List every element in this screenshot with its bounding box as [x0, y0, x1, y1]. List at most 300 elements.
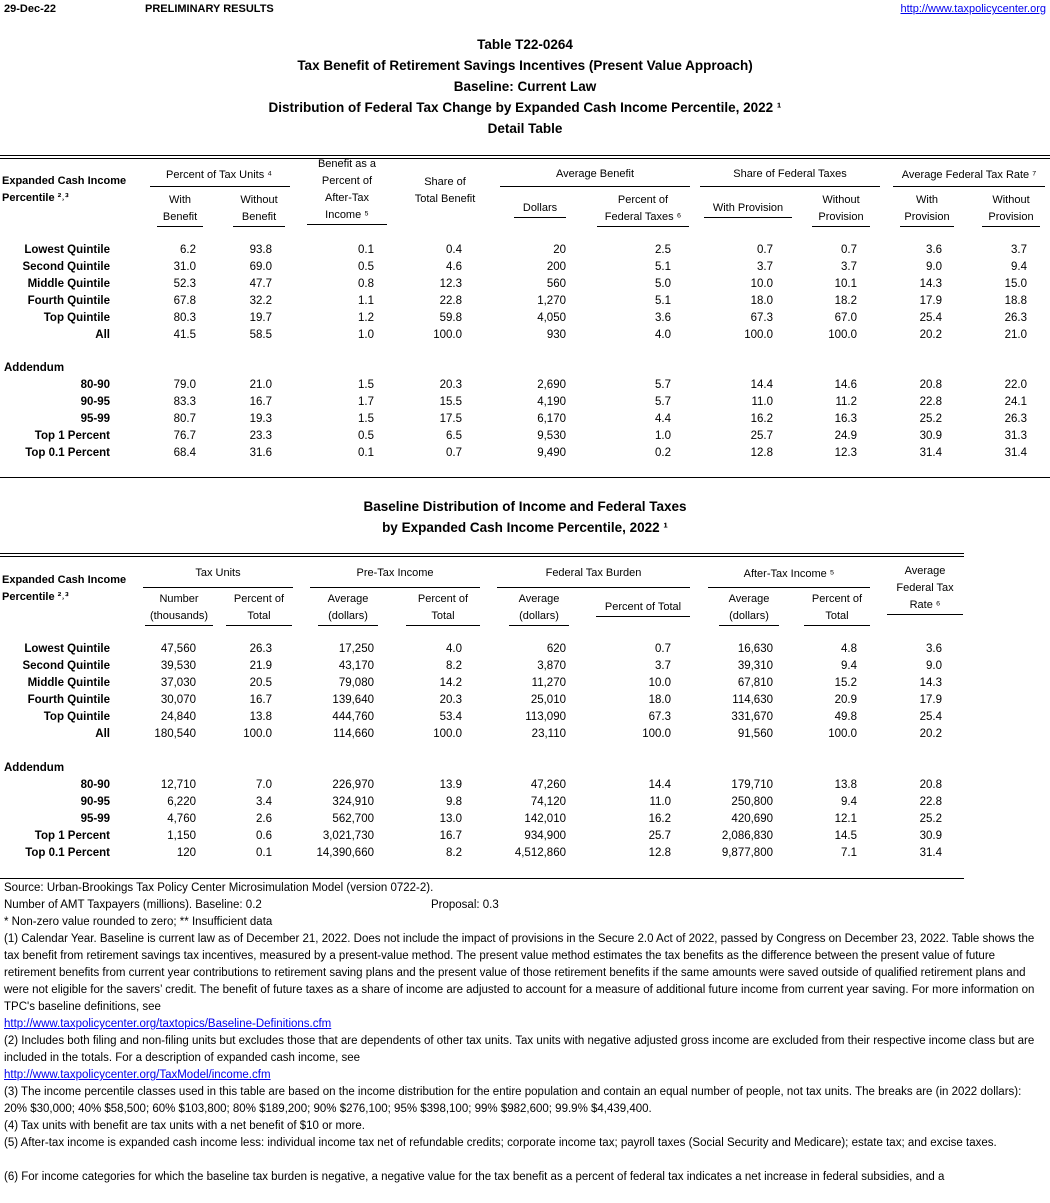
divider	[310, 587, 480, 588]
table-cell: 0.5	[358, 430, 374, 442]
col-header-avg-benefit: Average Benefit	[555, 168, 635, 180]
table-cell: 30.9	[919, 830, 942, 842]
table-cell: 2.5	[655, 244, 671, 256]
divider	[500, 186, 690, 187]
table-cell: 100.0	[642, 728, 671, 740]
row-label: All	[95, 728, 110, 740]
table-cell: 20.9	[834, 694, 857, 706]
table-cell: 31.3	[1004, 430, 1027, 442]
table-cell: 26.3	[249, 643, 272, 655]
table-cell: 3.7	[1011, 244, 1027, 256]
table-row	[0, 677, 1050, 694]
table-cell: 67,810	[737, 677, 773, 689]
row-label: Fourth Quintile	[27, 694, 110, 706]
divider	[893, 186, 1045, 187]
baseline-definitions-link[interactable]: http://www.taxpolicycenter.org/taxtopics/Baseline-Definitions.cfm	[4, 1018, 332, 1030]
table-cell: 9.0	[926, 261, 942, 273]
table-cell: 0.7	[841, 244, 857, 256]
table-cell: 14.4	[648, 779, 671, 791]
table-cell: 67.0	[834, 312, 857, 324]
table-cell: 6,220	[167, 796, 196, 808]
table-cell: 21.9	[249, 660, 272, 672]
distribution-title: Distribution of Federal Tax Change by Expanded Cash Income Percentile, 2022 ¹	[268, 100, 782, 115]
report-status: PRELIMINARY RESULTS	[145, 3, 274, 15]
col-header-aftertax-pct: Percent of Total	[804, 591, 870, 626]
note-6: (6) For income categories for which the baseline tax burden is negative, a negative value for the tax benefit as a percent of federal tax indicates a net increase in federal subsidies, and a	[4, 1171, 945, 1183]
table-row	[0, 796, 1050, 813]
divider	[0, 155, 1050, 156]
table-cell: 10.0	[750, 278, 773, 290]
table-cell: 180,540	[154, 728, 196, 740]
table-cell: 15.0	[1004, 278, 1027, 290]
table-cell: 23.3	[249, 430, 272, 442]
row-label: 95-99	[80, 413, 110, 425]
table-cell: 3.6	[655, 312, 671, 324]
table-cell: 4,190	[537, 396, 566, 408]
col-header-fed-burden: Federal Tax Burden	[545, 567, 642, 579]
row-label: Top Quintile	[43, 312, 110, 324]
note-3: (3) The income percentile classes used in this table are based on the income distribution for the entire population and contain an equal number of people, not tax units. The breaks are (in 2022 dollars): 20% $30,000; 40% $58,500; 60% $103,800; 80% $189,200; 90% $276,100; 95% $398,100; 99% $982,600; 99.9% $4,439,400.	[4, 1086, 1022, 1115]
table-cell: 420,690	[731, 813, 773, 825]
table-cell: 12,710	[160, 779, 196, 791]
table-cell: 100.0	[828, 329, 857, 341]
table-cell: 43,170	[338, 660, 374, 672]
detail-title: Detail Table	[487, 121, 563, 136]
table-cell: 4.6	[446, 261, 462, 273]
table-cell: 3.6	[926, 244, 942, 256]
table-cell: 1.1	[358, 295, 374, 307]
table-cell: 79,080	[338, 677, 374, 689]
table-cell: 20	[553, 244, 566, 256]
table-row	[0, 244, 1050, 261]
table-cell: 15.2	[834, 677, 857, 689]
table-cell: 100.0	[433, 329, 462, 341]
table-cell: 0.6	[256, 830, 272, 842]
table-row	[0, 779, 1050, 796]
table-cell: 20.8	[919, 379, 942, 391]
table-cell: 16.2	[648, 813, 671, 825]
table-cell: 0.1	[358, 244, 374, 256]
table-cell: 1.0	[358, 329, 374, 341]
table-cell: 6.5	[446, 430, 462, 442]
table-cell: 25.7	[750, 430, 773, 442]
table-cell: 47.7	[249, 278, 272, 290]
table-cell: 20.3	[439, 694, 462, 706]
table-cell: 4,512,860	[514, 847, 566, 859]
table-cell: 4,050	[537, 312, 566, 324]
table-cell: 114,630	[732, 694, 773, 706]
col-header-without-benefit: Without Benefit	[233, 192, 285, 227]
table-cell: 0.7	[757, 244, 773, 256]
table-cell: 1,150	[167, 830, 196, 842]
table-cell: 9,877,800	[721, 847, 773, 859]
table-cell: 25.4	[919, 312, 942, 324]
table-cell: 20.2	[919, 329, 942, 341]
table-cell: 49.8	[834, 711, 857, 723]
table-cell: 39,310	[737, 660, 773, 672]
table-cell: 226,970	[332, 779, 374, 791]
row-label: Top 1 Percent	[34, 430, 110, 442]
col-header-with: With Provision	[900, 192, 954, 227]
table-cell: 47,260	[530, 779, 566, 791]
note-source: Source: Urban-Brookings Tax Policy Center Microsimulation Model (version 0722-2).	[4, 882, 434, 894]
table-cell: 8.2	[446, 847, 462, 859]
table-row	[0, 329, 1050, 346]
table-cell: 74,120	[530, 796, 566, 808]
table-cell: 620	[546, 643, 566, 655]
table-cell: 1.0	[655, 430, 671, 442]
table-cell: 11,270	[531, 677, 566, 689]
table-cell: 9.4	[1011, 261, 1027, 273]
table-cell: 12.8	[750, 447, 773, 459]
row-label: Middle Quintile	[27, 677, 110, 689]
table-cell: 79.0	[173, 379, 196, 391]
addendum-label-2: Addendum	[4, 762, 65, 774]
table-cell: 14.6	[834, 379, 857, 391]
table-cell: 560	[546, 278, 566, 290]
col-header-percentile-2: Expanded Cash Income Percentile ²˒³	[2, 574, 127, 603]
table-cell: 0.2	[655, 447, 671, 459]
table-cell: 22.8	[919, 796, 942, 808]
table-cell: 14.2	[439, 677, 462, 689]
table-cell: 69.0	[249, 261, 272, 273]
table-cell: 5.1	[655, 261, 671, 273]
table-cell: 3.7	[757, 261, 773, 273]
col-header-pretax: Pre-Tax Income	[356, 567, 434, 579]
table-cell: 5.0	[655, 278, 671, 290]
table-cell: 31.4	[919, 447, 942, 459]
table-cell: 20.3	[439, 379, 462, 391]
table-cell: 0.1	[358, 447, 374, 459]
table-cell: 113,090	[525, 711, 566, 723]
table-cell: 12.8	[648, 847, 671, 859]
table-cell: 91,560	[737, 728, 773, 740]
table-cell: 25.4	[919, 711, 942, 723]
col-header-pct-total: Percent of Total	[226, 591, 292, 626]
note-2: (2) Includes both filing and non-filing units but excludes those that are dependents of other tax units. Tax units with negative adjusted gross income are excluded from their respective income class but are included in the totals. For a description of expanded cash income, see	[4, 1035, 1035, 1064]
table-cell: 16.7	[249, 396, 272, 408]
table-cell: 14.5	[834, 830, 857, 842]
table-row	[0, 261, 1050, 278]
row-label: Second Quintile	[22, 660, 110, 672]
table-cell: 9,490	[537, 447, 566, 459]
table-row	[0, 660, 1050, 677]
table-cell: 3.7	[841, 261, 857, 273]
table-cell: 41.5	[173, 329, 196, 341]
table-cell: 6.2	[180, 244, 196, 256]
divider	[0, 556, 964, 557]
table-cell: 24,840	[160, 711, 196, 723]
table-cell: 0.4	[446, 244, 462, 256]
table-cell: 12.3	[439, 278, 462, 290]
table-row	[0, 711, 1050, 728]
table-cell: 25.7	[648, 830, 671, 842]
table-cell: 31.4	[1004, 447, 1027, 459]
table-cell: 67.8	[173, 295, 196, 307]
table-cell: 23,110	[531, 728, 566, 740]
table-cell: 31.0	[173, 261, 196, 273]
table-cell: 20.2	[919, 728, 942, 740]
table-cell: 2,690	[537, 379, 566, 391]
table-cell: 100.0	[744, 329, 773, 341]
table-cell: 18.0	[648, 694, 671, 706]
col-header-percentile: Expanded Cash Income Percentile ²˒³	[2, 175, 127, 204]
table-cell: 20.5	[249, 677, 272, 689]
row-label: Lowest Quintile	[24, 643, 110, 655]
row-label: Lowest Quintile	[24, 244, 110, 256]
table-cell: 4.8	[841, 643, 857, 655]
table-cell: 12.3	[834, 447, 857, 459]
table-cell: 31.4	[919, 847, 942, 859]
table-row	[0, 847, 1050, 864]
col-header-number: Number (thousands)	[145, 591, 213, 626]
table-cell: 53.4	[439, 711, 462, 723]
table-cell: 2.6	[256, 813, 272, 825]
col-header-pretax-avg: Average (dollars)	[318, 591, 378, 626]
income-link[interactable]: http://www.taxpolicycenter.org/TaxModel/income.cfm	[4, 1069, 271, 1081]
row-label: Top 0.1 Percent	[25, 847, 110, 859]
col-header-with-provision: With Provision	[704, 200, 792, 218]
row-label: 80-90	[80, 379, 110, 391]
table-row	[0, 278, 1050, 295]
table-cell: 4,760	[167, 813, 196, 825]
table-cell: 17,250	[338, 643, 374, 655]
table-row	[0, 396, 1050, 413]
col-header-pct-units: Percent of Tax Units ⁴	[165, 169, 272, 181]
table-cell: 17.9	[919, 694, 942, 706]
table-cell: 1.5	[358, 413, 374, 425]
col-header-share-total: Share of Total Benefit	[414, 176, 476, 205]
table-cell: 14,390,660	[316, 847, 374, 859]
table-cell: 2,086,830	[721, 830, 773, 842]
table-cell: 139,640	[332, 694, 374, 706]
col-header-burden-avg: Average (dollars)	[509, 591, 569, 626]
row-label: 90-95	[80, 796, 110, 808]
col-header-without: Without Provision	[982, 192, 1040, 227]
table-cell: 1.7	[358, 396, 374, 408]
table-cell: 1,270	[537, 295, 566, 307]
table-row	[0, 728, 1050, 745]
table-cell: 1.5	[358, 379, 374, 391]
table-cell: 80.3	[173, 312, 196, 324]
col-header-aftertax: After-Tax Income ⁵	[743, 568, 835, 580]
table-cell: 324,910	[332, 796, 374, 808]
table-cell: 12.1	[834, 813, 857, 825]
divider	[708, 587, 870, 588]
col-header-tax-units: Tax Units	[195, 567, 241, 579]
table-cell: 16.7	[439, 830, 462, 842]
row-label: Top Quintile	[43, 711, 110, 723]
table-cell: 11.2	[835, 396, 857, 408]
divider	[0, 553, 964, 554]
table-cell: 9.0	[926, 660, 942, 672]
table-cell: 934,900	[524, 830, 566, 842]
report-date: 29-Dec-22	[4, 3, 56, 15]
table-cell: 13.8	[834, 779, 857, 791]
row-label: Second Quintile	[22, 261, 110, 273]
table-cell: 18.0	[750, 295, 773, 307]
table-cell: 7.0	[256, 779, 272, 791]
table-title: Tax Benefit of Retirement Savings Incentives (Present Value Approach)	[297, 58, 753, 73]
note-5: (5) After-tax income is expanded cash income less: individual income tax net of refundable credits; corporate income tax; payroll taxes (Social Security and Medicare); estate tax; and excise taxes.	[4, 1137, 997, 1149]
row-label: Middle Quintile	[27, 278, 110, 290]
table-cell: 179,710	[731, 779, 773, 791]
col-header-avg-rate: Average Federal Tax Rate ⁷	[901, 169, 1037, 181]
note-amt: Number of AMT Taxpayers (millions). Baseline: 0.2 Proposal: 0.3	[4, 897, 1046, 914]
table-cell: 10.1	[834, 278, 857, 290]
table-cell: 3.7	[655, 660, 671, 672]
table-row	[0, 694, 1050, 711]
table-cell: 250,800	[731, 796, 773, 808]
table-cell: 32.2	[249, 295, 272, 307]
row-label: Top 0.1 Percent	[25, 447, 110, 459]
table-row	[0, 295, 1050, 312]
table-cell: 13.0	[439, 813, 462, 825]
table-cell: 47,560	[160, 643, 196, 655]
table-number: Table T22-0264	[477, 37, 573, 52]
table-cell: 100.0	[243, 728, 272, 740]
table-cell: 114,660	[333, 728, 374, 740]
table-row	[0, 379, 1050, 396]
table-cell: 25,010	[530, 694, 566, 706]
table-cell: 8.2	[446, 660, 462, 672]
table-cell: 200	[546, 261, 566, 273]
table-cell: 9.8	[446, 796, 462, 808]
col-header-with-benefit: With Benefit	[157, 192, 203, 227]
table-cell: 80.7	[173, 413, 196, 425]
table-cell: 14.4	[750, 379, 773, 391]
col-header-pretax-pct: Percent of Total	[406, 591, 480, 626]
table-cell: 4.0	[446, 643, 462, 655]
table-cell: 3,021,730	[322, 830, 374, 842]
row-label: 80-90	[80, 779, 110, 791]
table-row	[0, 643, 1050, 660]
divider	[0, 878, 964, 879]
table-cell: 39,530	[160, 660, 196, 672]
divider	[0, 477, 1050, 478]
table-cell: 18.8	[1004, 295, 1027, 307]
table-cell: 21.0	[1004, 329, 1027, 341]
col-header-benefit-pct: Benefit as a Percent of After-Tax Income ⁵	[307, 156, 387, 225]
table-cell: 67.3	[750, 312, 773, 324]
divider	[143, 587, 293, 588]
header-link[interactable]: http://www.taxpolicycenter.org	[900, 3, 1046, 15]
table-cell: 100.0	[433, 728, 462, 740]
col-header-share-fed: Share of Federal Taxes	[733, 168, 847, 180]
table-row	[0, 830, 1050, 847]
table-cell: 13.8	[249, 711, 272, 723]
col-header-pct-fed: Percent of Federal Taxes ⁶	[597, 192, 689, 227]
table-cell: 4.4	[655, 413, 671, 425]
table-row	[0, 413, 1050, 430]
table-row	[0, 430, 1050, 447]
footnotes	[4, 880, 1046, 1186]
table-cell: 0.1	[256, 847, 272, 859]
table-cell: 9,530	[537, 430, 566, 442]
table-cell: 25.2	[919, 813, 942, 825]
table-cell: 562,700	[332, 813, 374, 825]
table-cell: 10.0	[648, 677, 671, 689]
table-row	[0, 447, 1050, 464]
table-cell: 444,760	[332, 711, 374, 723]
table-cell: 26.3	[1004, 312, 1027, 324]
table-cell: 0.8	[358, 278, 374, 290]
table-cell: 18.2	[834, 295, 857, 307]
note-proposal: Proposal: 0.3	[431, 899, 499, 911]
table-cell: 30.9	[919, 430, 942, 442]
table-cell: 83.3	[173, 396, 196, 408]
note-1: (1) Calendar Year. Baseline is current law as of December 21, 2022. Does not include the impact of provisions in the Secure 2.0 Act of 2022, passed by Congress on December 23, 2022. Table shows the tax benefit from retirement savings tax incentives, measured by a present-value method. The present value method estimates the tax benefits as the difference between the present value of future retirement benefits from current year contributions to retirement saving plans and the present value of those retirement benefits if the same amounts were saved outside of qualified retirement plans and were not eligible for the savers’ credit. The benefit of future taxes as a share of income are adjusted to account for a measure of additional future income from current year saving. For more information on TPC's baseline definitions, see	[4, 933, 1035, 1013]
table-cell: 31.6	[249, 447, 272, 459]
col-header-avg-rate-2: Average Federal Tax Rate ⁶	[887, 563, 963, 615]
row-label: All	[95, 329, 110, 341]
table-2-subtitle: by Expanded Cash Income Percentile, 2022 ¹	[382, 520, 668, 535]
table-cell: 9.4	[841, 660, 857, 672]
table-row	[0, 813, 1050, 830]
table-cell: 16,630	[737, 643, 773, 655]
table-2-title: Baseline Distribution of Income and Federal Taxes	[363, 499, 687, 514]
table-cell: 30,070	[160, 694, 196, 706]
table-cell: 5.7	[655, 379, 671, 391]
table-cell: 9.4	[841, 796, 857, 808]
table-cell: 37,030	[160, 677, 196, 689]
col-header-burden-pct: Percent of Total	[596, 599, 690, 617]
table-cell: 19.3	[249, 413, 272, 425]
table-cell: 19.7	[249, 312, 272, 324]
table-cell: 6,170	[537, 413, 566, 425]
table-cell: 76.7	[173, 430, 196, 442]
table-cell: 20.8	[919, 779, 942, 791]
table-cell: 26.3	[1004, 413, 1027, 425]
table-cell: 14.3	[919, 278, 942, 290]
table-cell: 3.6	[926, 643, 942, 655]
table-cell: 22.8	[439, 295, 462, 307]
table-cell: 3.4	[256, 796, 272, 808]
table-cell: 331,670	[731, 711, 773, 723]
table-cell: 22.0	[1004, 379, 1027, 391]
table-cell: 17.5	[439, 413, 462, 425]
table-cell: 52.3	[173, 278, 196, 290]
table-cell: 68.4	[173, 447, 196, 459]
table-cell: 16.2	[750, 413, 773, 425]
row-label: 90-95	[80, 396, 110, 408]
table-cell: 120	[176, 847, 196, 859]
table-cell: 24.1	[1004, 396, 1027, 408]
table-cell: 142,010	[524, 813, 566, 825]
table-cell: 0.7	[446, 447, 462, 459]
col-header-aftertax-avg: Average (dollars)	[719, 591, 779, 626]
table-cell: 100.0	[828, 728, 857, 740]
table-cell: 14.3	[919, 677, 942, 689]
table-cell: 59.8	[439, 312, 462, 324]
row-label: 95-99	[80, 813, 110, 825]
table-cell: 22.8	[919, 396, 942, 408]
table-cell: 11.0	[751, 396, 773, 408]
row-label: Top 1 Percent	[34, 830, 110, 842]
table-cell: 58.5	[249, 329, 272, 341]
table-cell: 25.2	[919, 413, 942, 425]
table-cell: 16.7	[249, 694, 272, 706]
table-cell: 4.0	[655, 329, 671, 341]
table-cell: 13.9	[439, 779, 462, 791]
table-cell: 93.8	[249, 244, 272, 256]
table-cell: 16.3	[834, 413, 857, 425]
divider	[497, 587, 690, 588]
note-nonzero: * Non-zero value rounded to zero; ** Insufficient data	[4, 916, 273, 928]
row-label: Fourth Quintile	[27, 295, 110, 307]
table-cell: 5.1	[655, 295, 671, 307]
table-cell: 15.5	[439, 396, 462, 408]
